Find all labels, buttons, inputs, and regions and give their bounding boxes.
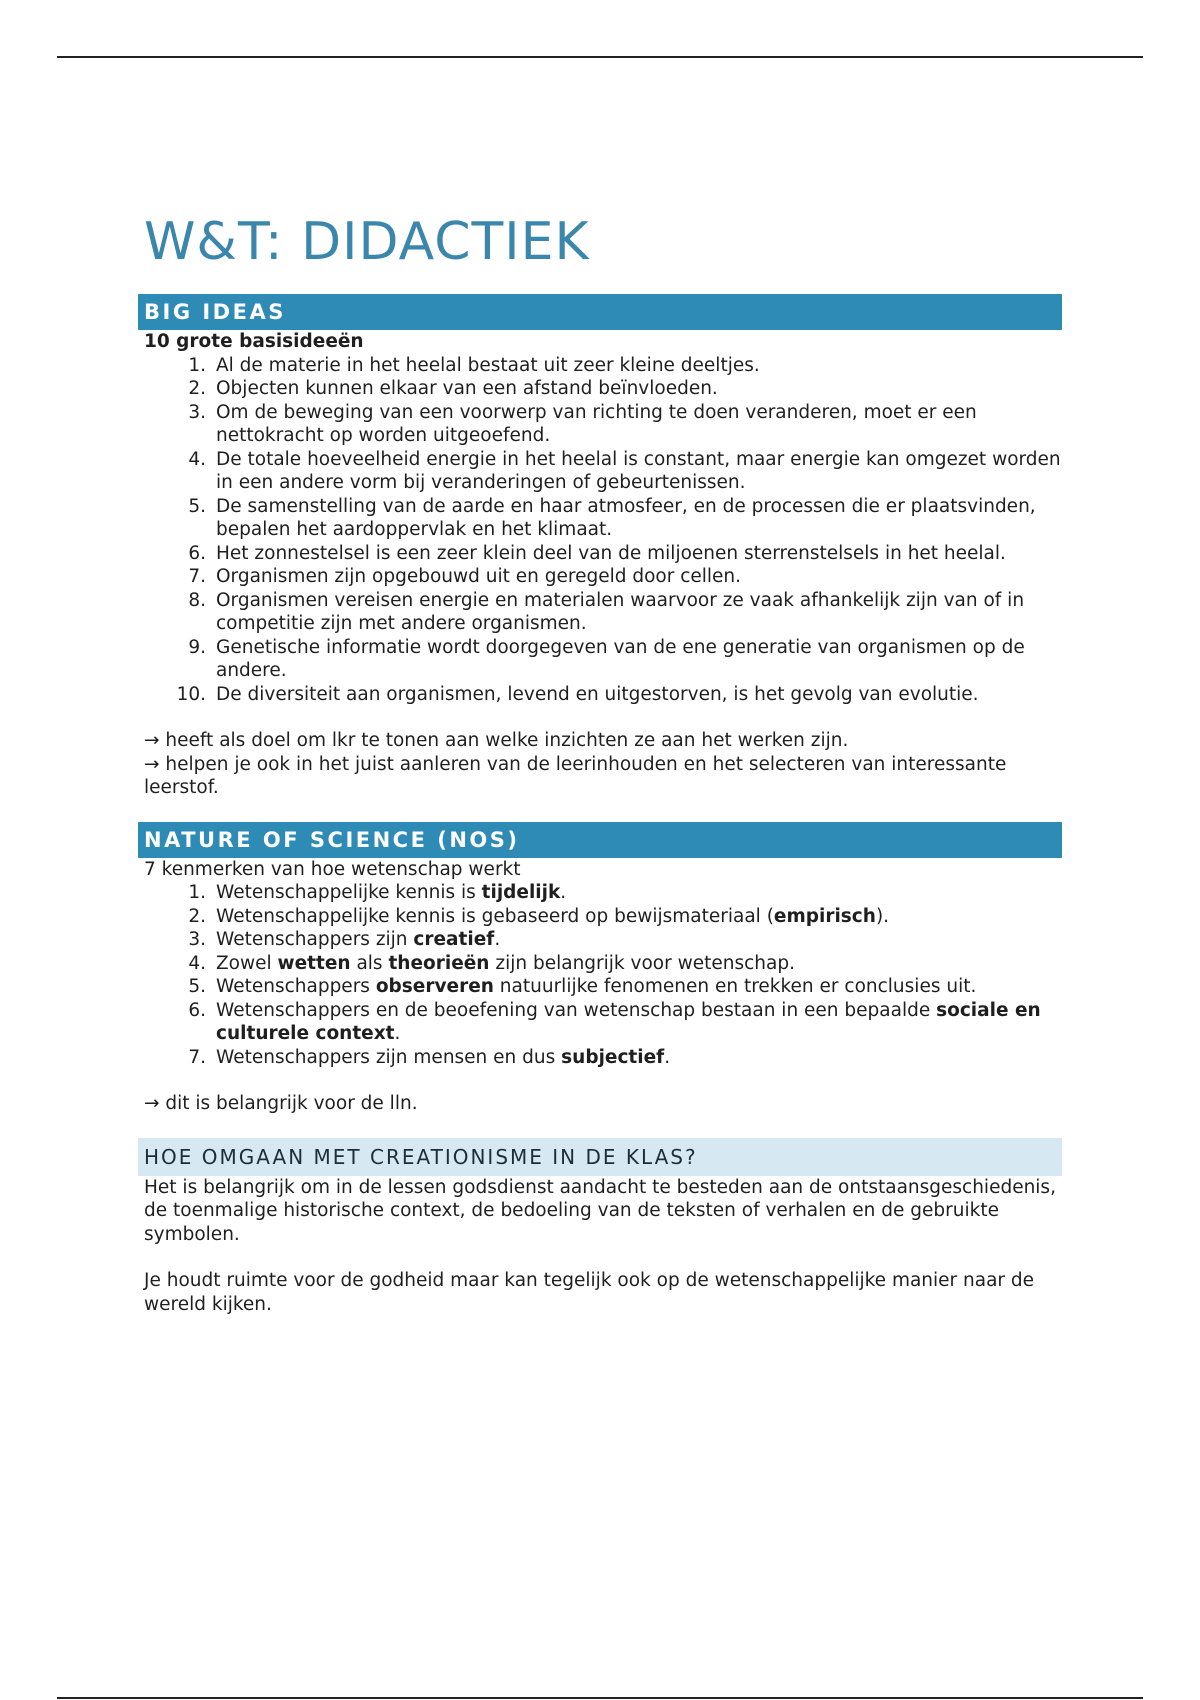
list-item: 8. Organismen vereisen energie en materialen waarvoor ze vaak afhankelijk zijn van of in competitie zijn met andere organismen.: [188, 589, 1025, 634]
list-item: 6. Wetenschappers en de beoefening van wetenschap bestaan in een bepaalde sociale en culturele context.: [188, 999, 1041, 1044]
nos-list: [144, 881, 1062, 1069]
creationism-body: [138, 1176, 1062, 1317]
heading-creationism: HOE OMGAAN MET CREATIONISME IN DE KLAS?: [138, 1138, 1062, 1176]
list-item: 2. Wetenschappelijke kennis is gebaseerd op bewijsmateriaal (empirisch).: [188, 905, 890, 927]
creationism-paragraph-2: Je houdt ruimte voor de godheid maar kan tegelijk ook op de wetenschappelijke manier naar de wereld kijken.: [144, 1270, 1035, 1315]
list-item: 4. De totale hoeveelheid energie in het heelal is constant, maar energie kan omgezet worden in een andere vorm bij veranderingen of gebeurtenissen.: [188, 448, 1061, 493]
list-item: 3. Wetenschappers zijn creatief.: [188, 929, 501, 950]
heading-big-ideas: BIG IDEAS: [138, 294, 1062, 330]
top-rule: [57, 56, 1143, 58]
list-item: 6. Het zonnestelsel is een zeer klein deel van de miljoenen sterrenstelsels in het heelal.: [188, 542, 1006, 564]
list-item: 7. Organismen zijn opgebouwd uit en geregeld door cellen.: [188, 566, 742, 587]
list-item: 9. Genetische informatie wordt doorgegeven van de ene generatie van organismen op de andere.: [188, 636, 1025, 681]
nos-intro: 7 kenmerken van hoe wetenschap werkt: [144, 858, 521, 880]
bottom-rule: [57, 1697, 1143, 1699]
nos-body: [138, 858, 1062, 1116]
list-item: 5. De samenstelling van de aarde en haar atmosfeer, en de processen die er plaatsvinden, bepalen het aardoppervlak en het klimaat.: [188, 495, 1036, 540]
nos-note: → dit is belangrijk voor de lln.: [144, 1093, 418, 1114]
heading-nature-of-science: NATURE OF SCIENCE (NOS): [138, 822, 1062, 858]
big-ideas-note-1: → heeft als doel om lkr te tonen aan welke inzichten ze aan het werken zijn.: [144, 730, 849, 751]
document-title: W&T: DIDACTIEK: [144, 212, 590, 272]
list-item: 3. Om de beweging van een voorwerp van richting te doen veranderen, moet er een nettokracht op worden uitgeoefend.: [188, 401, 977, 446]
document-page: [138, 212, 1062, 1316]
list-item: 1. Wetenschappelijke kennis is tijdelijk.: [188, 882, 567, 903]
big-ideas-subtitle: 10 grote basisideeën: [144, 331, 364, 352]
creationism-paragraph-1: Het is belangrijk om in de lessen godsdienst aandacht te besteden aan de ontstaansgeschiedenis, de toenmalige historische context, de bedoeling van de teksten of verhalen en de gebruikte symbolen.: [144, 1176, 1056, 1245]
list-item: 1. Al de materie in het heelal bestaat uit zeer kleine deeltjes.: [188, 354, 760, 376]
list-item: 4. Zowel wetten als theorieën zijn belangrijk voor wetenschap.: [188, 952, 795, 974]
big-ideas-note-2: → helpen je ook in het juist aanleren van de leerinhouden en het selecteren van interessante leerstof.: [144, 753, 1007, 798]
list-item: 7. Wetenschappers zijn mensen en dus subjectief.: [188, 1046, 671, 1068]
list-item: 2. Objecten kunnen elkaar van een afstand beïnvloeden.: [188, 378, 718, 399]
big-ideas-body: [138, 330, 1062, 800]
big-ideas-list: [144, 354, 1062, 707]
list-item: 5. Wetenschappers observeren natuurlijke fenomenen en trekken er conclusies uit.: [188, 976, 977, 997]
list-item: 10. De diversiteit aan organismen, levend en uitgestorven, is het gevolg van evolutie.: [176, 683, 979, 705]
